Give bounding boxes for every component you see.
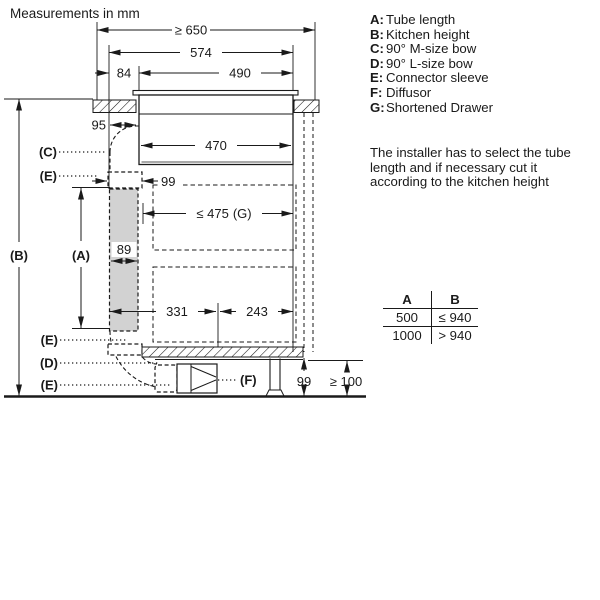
dim-99-plinth xyxy=(297,358,311,396)
dim-100-plinth xyxy=(330,361,362,396)
page-title: Measurements in mm xyxy=(10,6,140,21)
legend-item-E xyxy=(370,71,493,86)
dim-470-label: 470 xyxy=(205,138,227,153)
legend-label: Kitchen height xyxy=(386,26,470,42)
callout-E-mid: (E) xyxy=(40,332,58,348)
callout-E-top: (E) xyxy=(39,168,57,184)
callout-A: (A) xyxy=(71,248,91,263)
dim-574-label: 574 xyxy=(190,45,212,60)
tube xyxy=(110,189,139,331)
callout-C: (C) xyxy=(38,144,57,160)
legend xyxy=(370,13,493,115)
connector-sleeve-top xyxy=(108,172,142,188)
legend-item-G xyxy=(370,101,493,116)
dim-650 xyxy=(97,23,315,38)
dim-84-label: 84 xyxy=(116,65,132,81)
table-cell: ≤ 940 xyxy=(432,309,479,327)
legend-item-C xyxy=(370,42,493,57)
table-row xyxy=(383,327,478,345)
table-cell: 500 xyxy=(383,309,432,327)
legend-label: 90° M-size bow xyxy=(386,41,477,57)
legend-label: Diffusor xyxy=(386,84,432,100)
dim-490-label: 490 xyxy=(229,65,251,81)
hob xyxy=(133,91,298,165)
legend-item-F xyxy=(370,86,493,101)
dim-475-g: (G) xyxy=(232,206,252,221)
dim-89-label: 89 xyxy=(116,242,132,257)
duct-m-bow xyxy=(110,126,139,172)
legend-item-A xyxy=(370,13,493,28)
legend-item-D xyxy=(370,57,493,72)
legend-key: E: xyxy=(370,70,384,86)
dim-475-drawer xyxy=(143,206,293,221)
diffusor xyxy=(177,364,217,393)
table-cell: > 940 xyxy=(438,328,472,343)
dim-B-kitchen-height xyxy=(10,99,28,396)
callout-D: (D) xyxy=(39,355,58,371)
installer-note: The installer has to select the tube length and if necessary cut it according to the kitchen height xyxy=(370,145,571,190)
connector-sleeve-bottom xyxy=(108,344,142,355)
dim-490 xyxy=(139,66,293,81)
legend-key: C: xyxy=(370,41,384,57)
legend-key: G: xyxy=(370,99,385,115)
legend-item-B xyxy=(370,28,493,43)
callout-B: (B) xyxy=(9,248,29,263)
dim-99-plinth-label: 99 xyxy=(296,374,312,389)
dim-574 xyxy=(109,45,293,60)
dim-100-plinth-label: ≥ 100 xyxy=(329,374,363,389)
dim-95-label: 95 xyxy=(91,117,106,133)
worktop-right xyxy=(294,100,319,113)
worktop-left xyxy=(93,100,136,113)
legend-label: Connector sleeve xyxy=(386,70,489,86)
cabinet-side-panel xyxy=(304,113,313,352)
table-row xyxy=(383,309,478,327)
dim-243 xyxy=(220,304,293,319)
tube-length-table xyxy=(383,291,478,344)
legend-label: 90° L-size bow xyxy=(386,55,473,71)
legend-key: B: xyxy=(370,26,384,42)
legend-key: F: xyxy=(370,84,383,100)
dim-99-sleeve-label: 99 xyxy=(161,174,176,189)
dim-475-label xyxy=(196,206,251,221)
connector-sleeve-diffusor xyxy=(155,365,177,392)
table-header-A: A xyxy=(383,291,432,309)
installation-diagram xyxy=(0,0,380,412)
dim-84 xyxy=(95,66,131,81)
legend-label: Tube length xyxy=(386,12,456,27)
dim-243-label: 243 xyxy=(246,304,268,319)
table-header-B: B xyxy=(432,291,479,309)
legend-label: Shortened Drawer xyxy=(386,99,494,115)
table-header-row xyxy=(383,291,478,309)
callout-E-bottom: (E) xyxy=(40,377,58,393)
dim-475-value: ≤ 475 xyxy=(196,206,229,221)
legend-key: A: xyxy=(370,12,384,27)
dim-A-tube-length xyxy=(72,188,90,328)
legend-key: D: xyxy=(370,55,384,71)
dim-650-label: ≥ 650 xyxy=(174,22,208,38)
cabinet-foot xyxy=(266,359,284,397)
dim-331-label: 331 xyxy=(166,304,188,319)
cabinet-bottom-panel xyxy=(142,347,303,360)
table-cell: 1000 xyxy=(383,327,432,345)
dim-95 xyxy=(92,118,136,133)
callout-F: (F) xyxy=(240,372,257,388)
